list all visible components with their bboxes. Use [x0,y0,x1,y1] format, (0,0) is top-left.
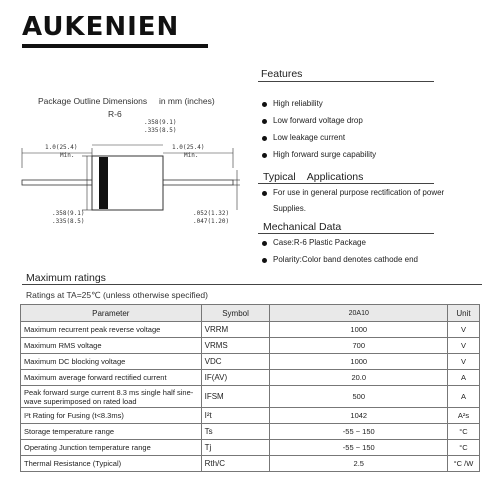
list-item: High forward surge capability [262,150,376,167]
symbol-cell: VRMS [201,338,270,354]
unit-cell: V [448,322,480,338]
symbol-cell: VRRM [201,322,270,338]
features-underline [258,81,434,82]
value-cell: 20.0 [270,370,448,386]
symbol-cell: IF(AV) [201,370,270,386]
list-item: Case:R-6 Plastic Package [262,238,418,255]
value-cell: 1000 [270,354,448,370]
unit-cell: °C [448,440,480,456]
unit-cell: V [448,338,480,354]
table-row [21,440,480,456]
features-list [262,99,376,167]
ratings-heading: Maximum ratings [26,272,106,284]
lead-dia-min: .047(1.20) [193,218,230,225]
bullet-icon [262,102,267,107]
parameter-cell: Maximum RMS voltage [21,338,202,354]
parameter-cell: Maximum recurrent peak reverse voltage [21,322,202,338]
mechanical-heading: Mechanical Data [263,221,342,233]
body-length-min: .335(8.5) [144,127,177,134]
applications-heading: Typical Applications [263,171,364,183]
value-cell: 2.5 [270,456,448,472]
symbol-cell: Tj [201,440,270,456]
value-cell: 1000 [270,322,448,338]
table-row [21,386,480,408]
bullet-icon [262,119,267,124]
features-heading: Features [261,68,303,80]
mechanical-underline [258,233,434,234]
symbol-cell: IFSM [201,386,270,408]
table-row [21,456,480,472]
column-header: Symbol [201,305,270,322]
unit-cell: A [448,370,480,386]
symbol-cell: Rth/C [201,456,270,472]
list-item: Polarity:Color band denotes cathode end [262,255,418,272]
parameter-cell: I²t Rating for Fusing (t<8.3ms) [21,408,202,424]
cathode-band [99,157,108,209]
column-header: Parameter [21,305,202,322]
bullet-icon [262,258,267,263]
unit-cell: °C [448,424,480,440]
parameter-cell: Operating Junction temperature range [21,440,202,456]
list-item: For use in general purpose rectification of power [262,188,444,197]
logo-underline [22,44,208,48]
bullet-icon [262,241,267,246]
symbol-cell: I²t [201,408,270,424]
left-lead [22,180,92,185]
parameter-cell: Thermal Resistance (Typical) [21,456,202,472]
package-title: Package Outline Dimensions in mm (inches) [38,96,215,106]
lead-dia-max: .052(1.32) [193,210,230,217]
package-name: R-6 [108,109,122,119]
unit-cell: A [448,386,480,408]
table-header-row [21,305,480,322]
table-row [21,338,480,354]
mechanical-list [262,238,418,272]
body-dia-min: .335(8.5) [52,218,85,225]
bullet-icon [262,153,267,158]
column-header: 20A10 [270,305,448,322]
left-lead-length: 1.0(25.4) [45,144,78,151]
brand-logo: AUKENIEN [22,12,180,42]
applications-underline [258,183,434,184]
table-row [21,370,480,386]
table-row [21,322,480,338]
value-cell: -55 ~ 150 [270,424,448,440]
right-lead-length: 1.0(25.4) [172,144,205,151]
right-lead-min: Min. [184,152,199,159]
body-dia-max: .358(9.1) [52,210,85,217]
bullet-icon [262,136,267,141]
applications-list [262,188,444,213]
applications-continuation: Supplies. [273,204,306,213]
symbol-cell: Ts [201,424,270,440]
table-row [21,354,480,370]
ratings-note: Ratings at TA=25℃ (unless otherwise specified) [26,290,208,300]
list-item: Low forward voltage drop [262,116,376,133]
body-length-max: .358(9.1) [144,119,177,126]
unit-cell: A²s [448,408,480,424]
value-cell: -55 ~ 150 [270,440,448,456]
ratings-table [20,304,480,472]
list-item: High reliability [262,99,376,116]
parameter-cell: Storage temperature range [21,424,202,440]
parameter-cell: Maximum DC blocking voltage [21,354,202,370]
list-item: Low leakage current [262,133,376,150]
parameter-cell: Maximum average forward rectified current [21,370,202,386]
bullet-icon [262,191,267,196]
table-row [21,424,480,440]
unit-cell: V [448,354,480,370]
value-cell: 700 [270,338,448,354]
unit-cell: °C /W [448,456,480,472]
column-header: Unit [448,305,480,322]
table-row [21,408,480,424]
value-cell: 500 [270,386,448,408]
symbol-cell: VDC [201,354,270,370]
parameter-cell: Peak forward surge current 8.3 ms single half sine-wave superimposed on rated load [21,386,202,408]
value-cell: 1042 [270,408,448,424]
right-lead [163,180,233,185]
left-lead-min: Min. [60,152,75,159]
ratings-underline [22,284,482,285]
